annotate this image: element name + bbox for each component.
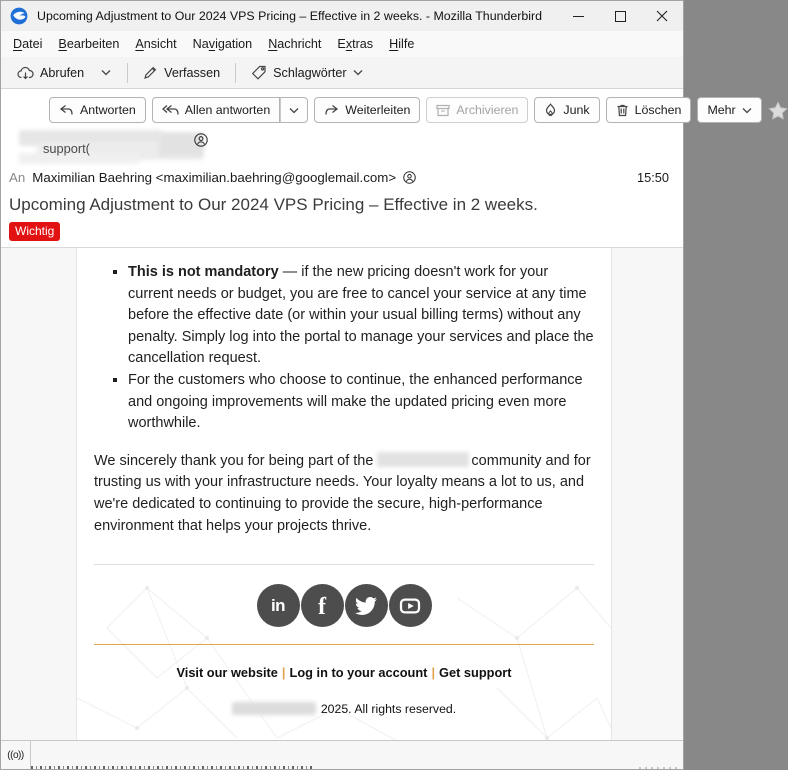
sender-line (11, 129, 673, 166)
login-account-link[interactable]: Log in to your account (289, 665, 428, 681)
tag-icon (251, 65, 267, 80)
reply-all-group (152, 97, 308, 123)
message-time: 15:50 (636, 169, 669, 185)
sender-partial-text: support( (43, 141, 90, 156)
reply-all-icon (162, 104, 179, 116)
email-content-card (76, 248, 612, 742)
message-body-pane (1, 248, 683, 742)
youtube-icon[interactable] (389, 584, 432, 627)
reply-icon (59, 104, 74, 116)
chevron-down-icon (289, 107, 299, 114)
thunderbird-icon (10, 7, 28, 25)
facebook-icon[interactable]: f (301, 584, 344, 627)
get-support-link[interactable]: Get support (439, 665, 512, 681)
get-mail-button[interactable]: Abrufen (9, 62, 92, 84)
bullet-item: ▪ For the customers who choose to continue, the enhanced performance and ongoing improvements will make the updated pricing even more worthwhile. (128, 370, 594, 435)
window-controls (557, 1, 683, 31)
compose-button[interactable]: Verfassen (135, 61, 228, 84)
star-icon[interactable] (768, 101, 788, 120)
reply-all-button[interactable]: Allen antworten (152, 97, 280, 123)
maximize-button[interactable] (599, 1, 641, 31)
close-button[interactable] (641, 1, 683, 31)
chevron-down-icon (742, 107, 752, 114)
toolbar-separator (127, 63, 128, 83)
bullet-item: ▪ This is not mandatory — if the new pricing doesn't work for your current needs or budget, you are free to cancel your service at any time before the effective date (or within your usual billing terms) without any penalty. Simply log into the portal to manage your services and place the cancellation request. (128, 262, 594, 370)
title-bar (1, 1, 683, 31)
menu-hilfe[interactable]: Hilfe (389, 37, 415, 51)
link-separator: | (281, 665, 286, 681)
redacted-company-name (377, 452, 469, 467)
tags-button[interactable]: Schlagwörter (243, 61, 371, 84)
background-window-text-sliver (31, 766, 313, 769)
reply-button[interactable]: Antworten (49, 97, 146, 123)
bullet-list (94, 262, 594, 435)
recipient-line (1, 166, 683, 188)
recipient-address: Maximilian Baehring <maximilian.baehring@googlemail.com> (32, 169, 397, 185)
status-bar (1, 740, 683, 769)
archive-button[interactable]: Archivieren (426, 97, 528, 123)
forward-button[interactable]: Weiterleiten (314, 97, 420, 123)
footer-links (94, 662, 594, 684)
closing-paragraph: We sincerely thank you for being part of the community and for trusting us with your infrastructure needs. Your loyalty means a lot to us, and we're dedicated to continuing to provide the secure, high-performance environment that helps your projects thrive. (94, 452, 591, 534)
tag-row (1, 215, 683, 241)
more-button[interactable]: Mehr (697, 97, 761, 123)
linkedin-icon[interactable]: in (257, 584, 300, 627)
delete-button[interactable]: Löschen (606, 97, 692, 123)
copyright-line: 2025. All rights reserved. (94, 699, 594, 721)
cloud-download-icon (17, 66, 34, 80)
menu-bar (1, 31, 683, 57)
accent-divider (94, 644, 594, 645)
pencil-icon (143, 65, 158, 80)
trash-icon (616, 103, 629, 117)
bullet-bold-text: This is not mandatory (128, 264, 279, 280)
message-subject: Upcoming Adjustment to Our 2024 VPS Pricing – Effective in 2 weeks. (9, 195, 538, 214)
to-label: An (9, 169, 26, 185)
divider (94, 564, 594, 565)
twitter-icon[interactable] (345, 584, 388, 627)
chevron-down-icon (353, 69, 363, 76)
recipient-contact-icon[interactable] (403, 171, 416, 184)
menu-nachricht[interactable]: Nachricht (268, 37, 322, 51)
reply-all-dropdown[interactable] (280, 97, 308, 123)
menu-extras[interactable]: Extras (337, 37, 374, 51)
menu-navigation[interactable]: Navigation (192, 37, 253, 51)
background-window-text-sliver (639, 767, 677, 769)
menu-datei[interactable]: Datei (13, 37, 43, 51)
tag-badge: Wichtig (9, 222, 60, 241)
message-action-bar (1, 89, 736, 129)
main-toolbar (1, 57, 683, 89)
get-mail-dropdown[interactable] (92, 65, 120, 80)
network-activity-icon: ((o)) (1, 741, 31, 769)
menu-bearbeiten[interactable]: Bearbeiten (58, 37, 120, 51)
chevron-down-icon (101, 69, 111, 76)
archive-icon (436, 104, 450, 117)
message-header (1, 89, 736, 248)
redacted-company-name (232, 702, 316, 715)
sender-contact-icon[interactable] (194, 133, 208, 147)
social-links (94, 584, 594, 627)
email-body (77, 248, 611, 720)
visit-website-link[interactable]: Visit our website (176, 665, 278, 681)
flame-icon (544, 103, 557, 117)
menu-ansicht[interactable]: Ansicht (135, 37, 177, 51)
junk-button[interactable]: Junk (534, 97, 599, 123)
forward-icon (324, 104, 339, 116)
window-title: Upcoming Adjustment to Our 2024 VPS Pricing – Effective in 2 weeks. - Mozilla Thunderbird (37, 9, 543, 23)
link-separator: | (431, 665, 436, 681)
toolbar-separator (235, 63, 236, 83)
minimize-button[interactable] (557, 1, 599, 31)
